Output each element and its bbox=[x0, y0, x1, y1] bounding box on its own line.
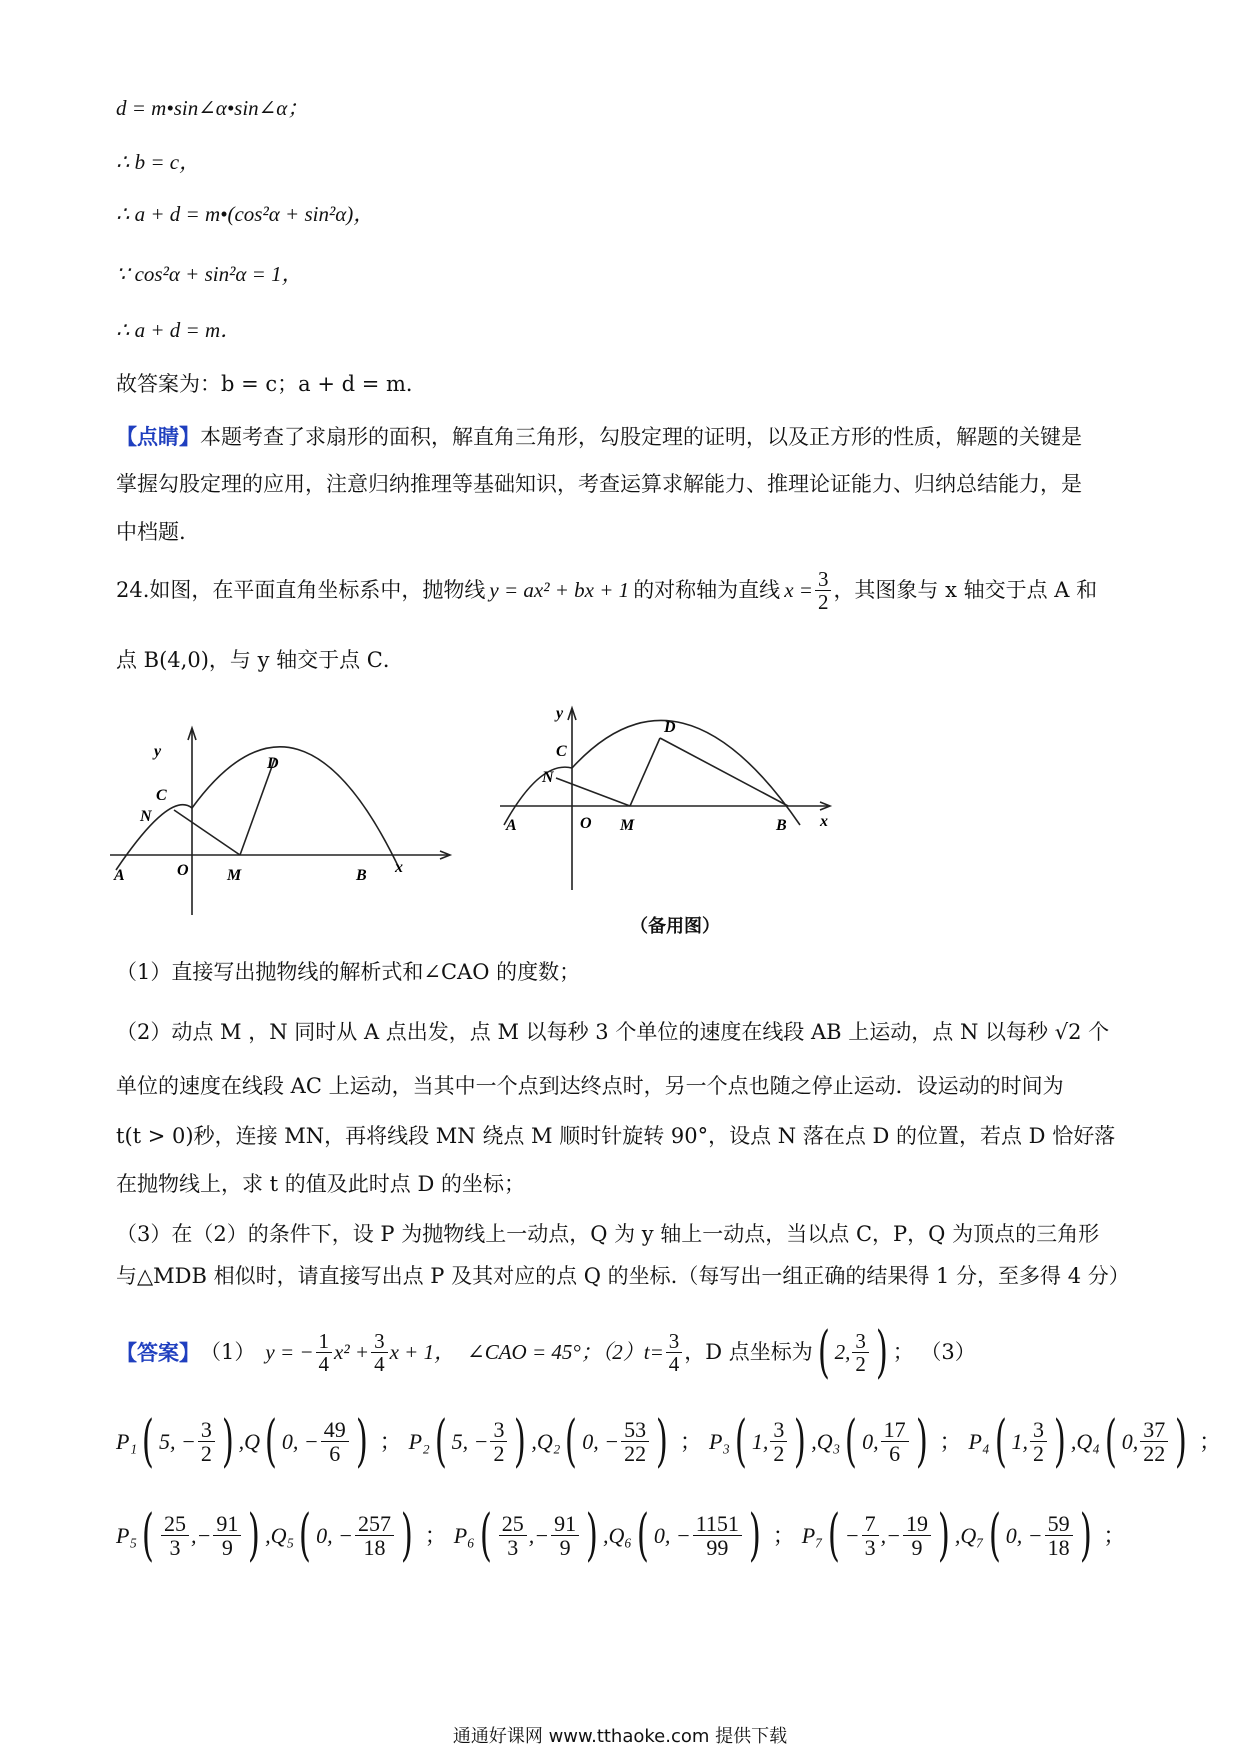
label-M: M bbox=[227, 867, 242, 884]
point-q-y-frac: $\frac{257}{18}$ bbox=[355, 1512, 394, 1559]
q24-part-3-line-2: 与△MDB 相似时，请直接写出点 P 及其对应的点 Q 的坐标.（每写出一组正确的结果得 1 分，至多得 4 分） bbox=[116, 1264, 1130, 1288]
segment-DB-spare bbox=[660, 738, 788, 806]
point-q-x: 0, − bbox=[316, 1522, 353, 1548]
answer-eq-mid: x² + bbox=[334, 1339, 370, 1364]
derivation-line-1: d = m•sin∠α•sin∠α； bbox=[116, 96, 309, 120]
point-p-y-frac: $\frac{3}{2}$ bbox=[490, 1418, 507, 1465]
parabola-equation: y = ax² + bx + 1 bbox=[489, 577, 630, 602]
point-p-x: 5, − bbox=[158, 1428, 196, 1454]
answer-row-1 bbox=[116, 1408, 1228, 1474]
point-q-y-frac: $\frac{37}{22}$ bbox=[1140, 1418, 1168, 1465]
answer-pair: P₆ ( $\frac{25}{3}$ ,− $\frac{91}{9}$ ) ,Q₆ ( 0, − $\frac{1151}{99}$ ) bbox=[453, 1502, 761, 1568]
sign: − bbox=[844, 1522, 860, 1548]
point-p-y-frac: $\frac{3}{2}$ bbox=[1030, 1418, 1047, 1465]
label-B-spare: B bbox=[776, 817, 787, 834]
label-y: y bbox=[154, 743, 162, 760]
answer-t-frac: $\frac{3}{4}$ bbox=[666, 1330, 683, 1375]
point-p-x: 1, bbox=[751, 1428, 769, 1454]
separator: ； bbox=[379, 1429, 402, 1455]
point-q-y-frac: $\frac{53}{22}$ bbox=[621, 1418, 649, 1465]
label-x-spare: x bbox=[820, 813, 828, 830]
derivation-line-5: ∴ a + d = m． bbox=[116, 318, 242, 342]
answer-pair: P₇ ( − $\frac{7}{3}$ ,− $\frac{19}{9}$ ) ,Q₇ ( 0, − $\frac{59}{18}$ ) bbox=[801, 1502, 1092, 1568]
answer-eq-start: y = − bbox=[265, 1339, 314, 1364]
point-q-x: 0, − bbox=[582, 1428, 620, 1454]
label-C-spare: C bbox=[556, 743, 567, 760]
point-q-label: ,Q₂ bbox=[531, 1428, 561, 1454]
point-p-label: P₇ bbox=[801, 1522, 823, 1548]
label-A-spare: A bbox=[506, 817, 517, 834]
point-q-label: ,Q₄ bbox=[1070, 1428, 1100, 1454]
q24-line-1 bbox=[116, 568, 1097, 613]
point-q-x: 0, − bbox=[1005, 1522, 1043, 1548]
separator: ； bbox=[1103, 1523, 1126, 1549]
q24-line-2: 点 B(4,0)，与 y 轴交于点 C． bbox=[116, 648, 404, 672]
q24-part-1: （1）直接写出抛物线的解析式和∠CAO 的度数； bbox=[116, 960, 581, 984]
answer-eq-end: x + 1， bbox=[389, 1339, 456, 1364]
figure-main bbox=[110, 720, 460, 920]
point-q-y-frac: $\frac{17}{6}$ bbox=[881, 1418, 909, 1465]
point-q-y-frac: $\frac{1151}{99}$ bbox=[693, 1512, 742, 1559]
figure-caption: （备用图） bbox=[630, 916, 720, 937]
answer-pair: P₁ ( 5, − $\frac{3}{2}$ ) ,Q ( 0, − $\frac{49}{6}$ ) bbox=[116, 1408, 368, 1474]
point-q-x: 0, − bbox=[653, 1522, 691, 1548]
label-O-spare: O bbox=[580, 815, 592, 832]
q24-intersect-text: ，其图象与 x 轴交于点 A 和 bbox=[833, 577, 1098, 602]
derivation-line-3: ∴ a + d = m•(cos²α + sin²α)， bbox=[116, 202, 375, 226]
point-p-sep: ,− bbox=[190, 1522, 212, 1548]
separator: ； bbox=[772, 1523, 795, 1549]
answer-summary: 故答案为：b = c；a + d = m． bbox=[116, 372, 427, 396]
dianjing-tag: 【点睛】 bbox=[116, 424, 200, 449]
q24-part-3-line-1: （3）在（2）的条件下，设 P 为抛物线上一动点，Q 为 y 轴上一动点，当以点 C，P，Q 为顶点的三角形 bbox=[116, 1222, 1100, 1246]
point-q-y-frac: $\frac{49}{6}$ bbox=[321, 1418, 349, 1465]
point-q-x: 0, bbox=[862, 1428, 879, 1454]
segment-MD-spare bbox=[630, 738, 660, 806]
answer-frac-1: $\frac{1}{4}$ bbox=[316, 1330, 333, 1375]
label-x: x bbox=[395, 859, 403, 876]
answer-tag: 【答案】 bbox=[116, 1339, 200, 1365]
point-p-y-frac: $\frac{3}{2}$ bbox=[198, 1418, 215, 1465]
point-p-x: 1, bbox=[1011, 1428, 1028, 1454]
separator: ； bbox=[1199, 1429, 1222, 1455]
axis-x-eq: x = bbox=[784, 577, 813, 602]
derivation-line-2: ∴ b = c， bbox=[116, 150, 201, 174]
answer-part-1-label: （1） bbox=[200, 1339, 256, 1364]
point-p-label: P₂ bbox=[408, 1428, 430, 1454]
answer-pair: P₃ ( 1, $\frac{3}{2}$ ) ,Q₃ ( 0, $\frac{17}{6}$ ) bbox=[708, 1408, 928, 1474]
answer-pair: P₅ ( $\frac{25}{3}$ ,− $\frac{91}{9}$ ) ,Q₅ ( 0, − $\frac{257}{18}$ ) bbox=[116, 1502, 413, 1568]
point-p-x-frac: $\frac{25}{3}$ bbox=[161, 1512, 189, 1559]
separator: ； bbox=[424, 1523, 447, 1549]
label-O: O bbox=[177, 862, 189, 879]
q24-intro: 24.如图，在平面直角坐标系中，抛物线 bbox=[116, 577, 486, 602]
point-p-y-frac: $\frac{19}{9}$ bbox=[903, 1512, 931, 1559]
point-p-label: P₃ bbox=[708, 1428, 731, 1454]
point-q-label: ,Q₃ bbox=[811, 1428, 841, 1454]
label-B: B bbox=[356, 867, 367, 884]
point-p-sep: ,− bbox=[528, 1522, 550, 1548]
dianjing-line-1 bbox=[116, 424, 1082, 450]
answer-angle: ∠CAO = 45°；（2）t= bbox=[467, 1339, 664, 1364]
axis-fraction: $\frac{3}{2}$ bbox=[815, 568, 832, 613]
point-p-x: 5, − bbox=[451, 1428, 489, 1454]
point-p-label: P₁ bbox=[116, 1428, 138, 1454]
segment-NM bbox=[174, 810, 240, 855]
point-q-label: ,Q₇ bbox=[954, 1522, 984, 1548]
point-p-x-frac: $\frac{7}{3}$ bbox=[862, 1512, 879, 1559]
point-q-x: 0, bbox=[1121, 1428, 1139, 1454]
answer-pair: P₂ ( 5, − $\frac{3}{2}$ ) ,Q₂ ( 0, − $\frac{53}{22}$ ) bbox=[408, 1408, 669, 1474]
answer-part-3-label: ； （3） bbox=[892, 1339, 976, 1364]
label-N-spare: N bbox=[542, 769, 554, 786]
segment-MD bbox=[240, 758, 275, 855]
dianjing-text-1: 本题考查了求扇形的面积，解直角三角形，勾股定理的证明，以及正方形的性质，解题的关键是 bbox=[200, 425, 1082, 449]
answer-d-x: 2, bbox=[834, 1339, 851, 1364]
parabola-curve bbox=[116, 747, 400, 870]
segment-NM-spare bbox=[556, 778, 630, 806]
point-p-label: P₄ bbox=[968, 1428, 990, 1454]
answer-frac-2: $\frac{3}{4}$ bbox=[371, 1330, 388, 1375]
point-p-sep: ,− bbox=[880, 1522, 901, 1548]
label-N: N bbox=[140, 808, 152, 825]
q24-axis-text: 的对称轴为直线 bbox=[633, 577, 781, 602]
q24-part-2-line-3: t(t > 0)秒，连接 MN，再将线段 MN 绕点 M 顺时针旋转 90°，设点 N 落在点 D 的位置，若点 D 恰好落 bbox=[116, 1124, 1116, 1148]
point-p-x-frac: $\frac{25}{3}$ bbox=[499, 1512, 527, 1559]
point-p-y-frac: $\frac{91}{9}$ bbox=[551, 1512, 579, 1559]
point-q-label: ,Q₅ bbox=[265, 1522, 295, 1548]
dianjing-line-3: 中档题. bbox=[116, 520, 186, 544]
point-p-y-frac: $\frac{91}{9}$ bbox=[213, 1512, 241, 1559]
q24-part-2-line-1: （2）动点 M ，N 同时从 A 点出发，点 M 以每秒 3 个单位的速度在线段 AB 上运动，点 N 以每秒 √2 个 bbox=[116, 1020, 1110, 1044]
label-M-spare: M bbox=[620, 817, 635, 834]
answer-pair: P₄ ( 1, $\frac{3}{2}$ ) ,Q₄ ( 0, $\frac{37}{22}$ ) bbox=[968, 1408, 1188, 1474]
separator: ； bbox=[679, 1429, 702, 1455]
answer-line: 【答案】 （1） y = − $\frac{1}{4}$ x² + $\frac{3}{4}$ x + 1， ∠CAO = 45°；（2）t= $\frac{3}{4}$ ，D 点坐标为 ( 2, $\frac{3}{2}$ ) ； （3） bbox=[116, 1319, 976, 1385]
point-p-y-frac: $\frac{3}{2}$ bbox=[770, 1418, 787, 1465]
label-y-spare: y bbox=[556, 705, 564, 722]
point-p-label: P₆ bbox=[453, 1522, 475, 1548]
answer-d-frac: $\frac{3}{2}$ bbox=[852, 1330, 869, 1375]
label-C: C bbox=[156, 787, 167, 804]
answer-d-text: ，D 点坐标为 bbox=[684, 1339, 813, 1364]
point-p-label: P₅ bbox=[116, 1522, 138, 1548]
q24-part-2-line-4: 在抛物线上，求 t 的值及此时点 D 的坐标； bbox=[116, 1172, 525, 1196]
figure-spare bbox=[500, 700, 860, 905]
answer-row-2 bbox=[116, 1502, 1132, 1568]
page-footer: 通通好课网 www.tthaoke.com 提供下载 bbox=[452, 1726, 788, 1747]
q24-part-2-line-2: 单位的速度在线段 AC 上运动，当其中一个点到达终点时，另一个点也随之停止运动．设运动的时间为 bbox=[116, 1074, 1064, 1098]
derivation-line-4: ∵ cos²α + sin²α = 1， bbox=[116, 262, 303, 286]
label-D: D bbox=[267, 755, 279, 772]
dianjing-line-2: 掌握勾股定理的应用，注意归纳推理等基础知识，考查运算求解能力、推理论证能力、归纳总结能力，是 bbox=[116, 472, 1082, 496]
separator: ； bbox=[939, 1429, 962, 1455]
label-A: A bbox=[114, 867, 125, 884]
point-q-label: ,Q bbox=[238, 1428, 261, 1454]
point-q-label: ,Q₆ bbox=[602, 1522, 633, 1548]
point-q-x: 0, − bbox=[281, 1428, 319, 1454]
label-D-spare: D bbox=[664, 719, 676, 736]
point-q-y-frac: $\frac{59}{18}$ bbox=[1045, 1512, 1073, 1559]
